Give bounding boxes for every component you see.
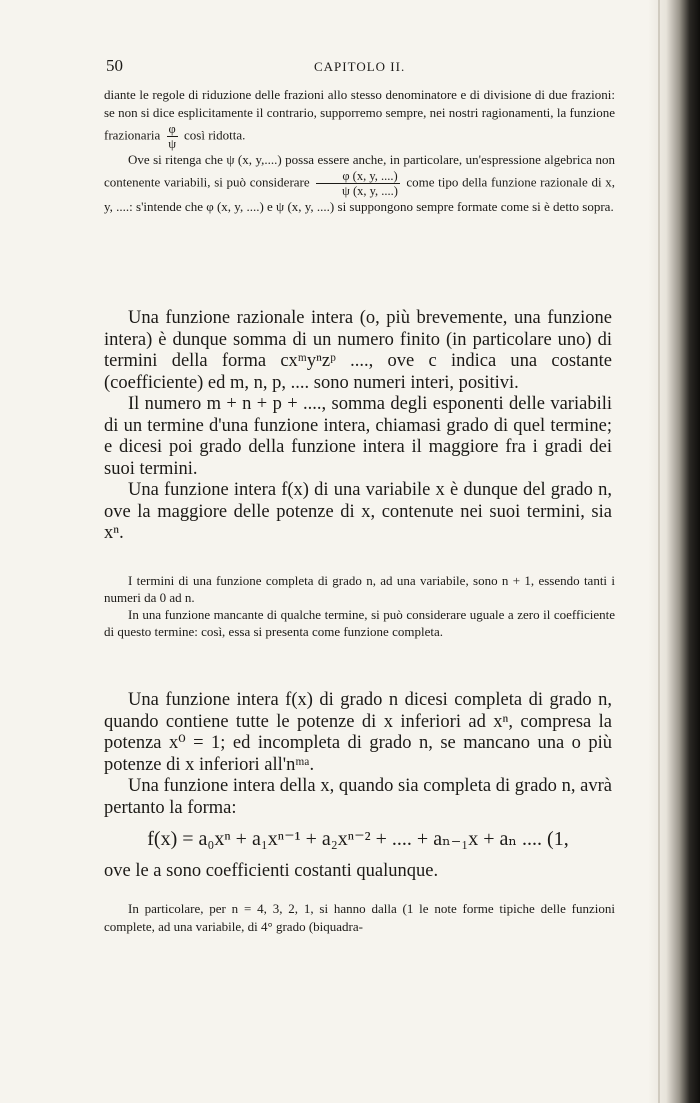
- fraction-denominator: ψ: [168, 137, 177, 151]
- paragraph: [104, 86, 615, 151]
- paragraph: [104, 151, 615, 216]
- note-block-middle: [104, 572, 615, 640]
- page-edge-shadow: [648, 0, 700, 1103]
- paragraph: Una funzione razionale intera (o, più brevemente, una funzione intera) è dunque somma di un numero finito (in particolare uno) di termini della forma cxᵐyⁿzᵖ ...., ove c indica una costante (coefficiente) ed m, n, p, .... sono numeri interi, positivi.: [104, 308, 612, 393]
- fraction-numerator: φ: [168, 122, 176, 136]
- note-block-bottom: [104, 900, 615, 936]
- paragraph: Il numero m + n + p + ...., somma degli esponenti delle variabili di un termine d'una funzione intera, chiamasi grado di quel termine; e dicesi poi grado della funzione intera il maggiore fra i gradi dei suoi termini.: [104, 394, 612, 479]
- paragraph: Una funzione intera f(x) di una variabile x è dunque del grado n, ove la maggiore delle potenze di x, contenute nei suoi termini, sia xⁿ.: [104, 480, 612, 543]
- page-edge-line: [658, 0, 660, 1103]
- fraction-numerator: φ (x, y, ....): [316, 169, 399, 184]
- formula: f(x) = a₀xⁿ + a₁xⁿ⁻¹ + a₂xⁿ⁻² + .... + aₙ₋₁x + aₙ .... (1,: [147, 828, 569, 850]
- page-number: 50: [106, 56, 123, 75]
- main-text-block: [104, 308, 612, 545]
- fraction: [316, 169, 399, 198]
- paragraph: In una funzione mancante di qualche termine, si può considerare uguale a zero il coefficiente di questo termine: così, essa si presenta come funzione completa.: [104, 607, 615, 639]
- page-header: [106, 56, 616, 80]
- paragraph: Una funzione intera f(x) di grado n dicesi completa di grado n, quando contiene tutte le potenze di x inferiori ad xⁿ, compresa la potenza x⁰ = 1; ed incompleta di grado n, se mancano una o più potenze di x inferiori all'nᵐᵃ.: [104, 690, 612, 775]
- note-block-top: [104, 86, 615, 216]
- running-head: CAPITOLO II.: [314, 59, 406, 74]
- paragraph: ove le a sono coefficienti costanti qualunque.: [104, 860, 439, 881]
- paragraph: I termini di una funzione completa di grado n, ad una variabile, sono n + 1, essendo tanti i numeri da 0 ad n.: [104, 573, 615, 605]
- text: come tipo della funzione razionale di x, y, ....: s'intende che φ (x, y, ....) e ψ (x, y, ....) si suppongono sempre formate come si è detto sopra.: [104, 174, 615, 214]
- text: così ridotta.: [184, 127, 246, 143]
- text: diante le regole di riduzione delle frazioni allo stesso denominatore e di divisione di due frazioni: se non si dice esplicitamente il contrario, supporremo sempre, nei nostri ragionamenti, la funzione frazionaria: [104, 87, 615, 143]
- text: Ove si ritenga che ψ (x, y,....) possa essere anche, in particolare, un'espressione algebrica non contenente variabili, si può considerare: [104, 152, 615, 190]
- paragraph: Una funzione intera della x, quando sia completa di grado n, avrà pertanto la forma:: [104, 776, 612, 818]
- paragraph: In particolare, per n = 4, 3, 2, 1, si hanno dalla (1 le note forme tipiche delle funzioni complete, ad una variabile, di 4° grado (biquadra-: [104, 901, 615, 934]
- main-text-block-2: [104, 690, 612, 882]
- fraction-denominator: ψ (x, y, ....): [342, 184, 398, 198]
- fraction: [167, 122, 178, 151]
